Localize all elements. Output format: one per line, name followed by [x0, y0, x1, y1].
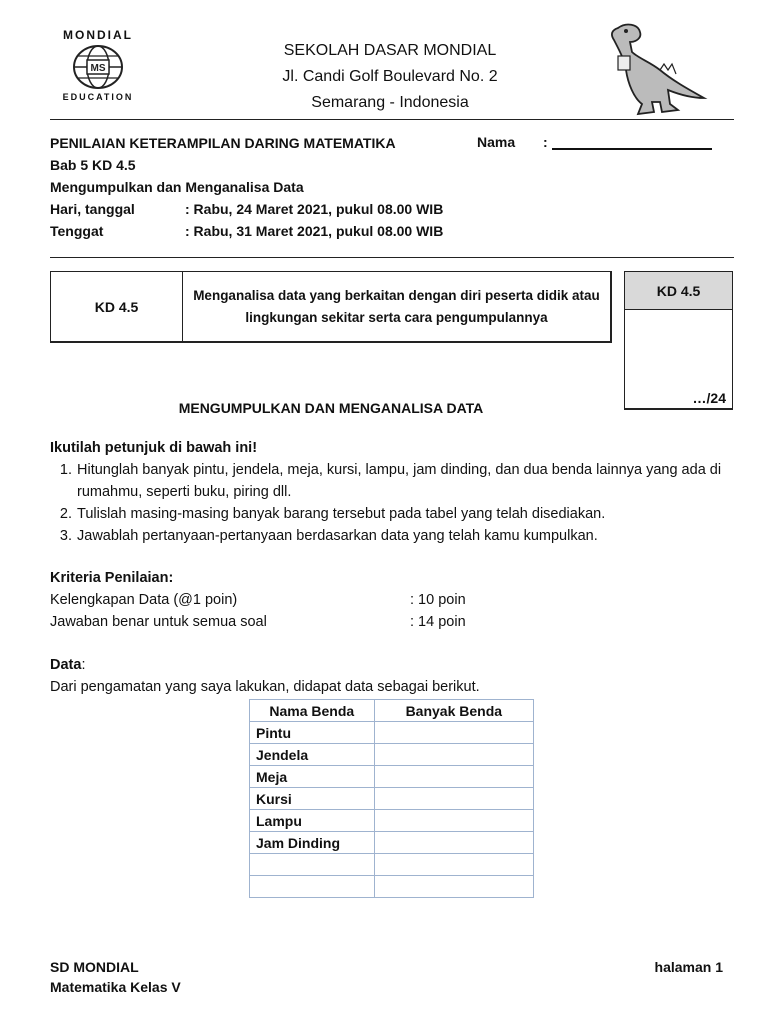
criteria-value: : 14 poin — [410, 614, 466, 630]
item-count-cell[interactable] — [374, 744, 533, 766]
data-section — [50, 654, 740, 698]
school-logo — [50, 28, 146, 108]
data-heading-row — [50, 654, 740, 676]
table-row — [250, 722, 534, 744]
item-name: Jendela — [250, 744, 375, 766]
name-colon: : — [543, 134, 548, 150]
data-table — [249, 699, 534, 898]
footer-subject: Matematika Kelas V — [50, 979, 181, 995]
data-heading-colon: : — [81, 657, 86, 673]
score-value: …/24 — [692, 390, 726, 406]
kd-description: Menganalisa data yang berkaitan dengan diri peserta didik atau lingkungan sekitar serta cara pengumpulannya — [193, 287, 600, 325]
criteria-heading: Kriteria Penilaian: — [50, 570, 174, 586]
dinosaur-mascot-icon — [598, 18, 708, 118]
item-count-cell[interactable] — [374, 832, 533, 854]
date-value: : Rabu, 24 Maret 2021, pukul 08.00 WIB — [185, 201, 444, 217]
instructions — [50, 437, 740, 547]
assessment-title: PENILAIAN KETERAMPILAN DARING MATEMATIKA — [50, 135, 396, 151]
score-box — [624, 271, 733, 410]
table-header-row — [250, 700, 534, 722]
info-divider — [50, 257, 734, 258]
table-row — [250, 788, 534, 810]
instructions-heading: Ikutilah petunjuk di bawah ini! — [50, 440, 258, 456]
school-address: Jl. Candi Golf Boulevard No. 2 — [282, 68, 498, 85]
kd-code: KD 4.5 — [51, 272, 183, 341]
table-row — [250, 766, 534, 788]
kd-table — [50, 271, 612, 343]
footer-page: halaman 1 — [654, 959, 723, 975]
instruction-item: 1. Hitunglah banyak pintu, jendela, meja, kursi, lampu, jam dinding, dan dua benda lainnya yang ada di rumahmu, seperti buku, piring dll. — [76, 459, 740, 503]
table-row — [250, 744, 534, 766]
footer-left — [50, 957, 181, 997]
item-count-cell[interactable] — [374, 876, 533, 898]
item-name: Pintu — [250, 722, 375, 744]
section-title: MENGUMPULKAN DAN MENGANALISA DATA — [178, 400, 484, 416]
school-city: Semarang - Indonesia — [311, 94, 469, 111]
name-field — [477, 134, 712, 150]
criteria-label: Jawaban benar untuk semua soal — [50, 614, 267, 630]
school-name: SEKOLAH DASAR MONDIAL — [283, 42, 497, 59]
table-row — [250, 854, 534, 876]
logo-top-text: MONDIAL — [63, 28, 133, 42]
name-blank-line[interactable] — [552, 134, 712, 150]
data-intro: Dari pengamatan yang saya lakukan, didapat data sebagai berikut. — [50, 679, 480, 695]
topic-label: Mengumpulkan dan Menganalisa Data — [50, 179, 304, 195]
date-row — [50, 198, 443, 220]
deadline-row — [50, 220, 443, 242]
table-row — [250, 832, 534, 854]
item-name: Meja — [250, 766, 375, 788]
deadline-value: : Rabu, 31 Maret 2021, pukul 08.00 WIB — [185, 223, 444, 239]
assessment-info — [50, 132, 443, 242]
data-heading: Data — [50, 657, 82, 673]
table-row — [250, 810, 534, 832]
item-count-cell[interactable] — [374, 788, 533, 810]
item-name: Jam Dinding — [250, 832, 375, 854]
score-header: KD 4.5 — [625, 272, 732, 310]
column-header: Nama Benda — [250, 700, 375, 722]
chapter-label: Bab 5 KD 4.5 — [50, 157, 136, 173]
instructions-list — [50, 459, 740, 547]
footer-school: SD MONDIAL — [50, 959, 139, 975]
instruction-item: 2. Tulislah masing-masing banyak barang tersebut pada tabel yang telah disediakan. — [76, 503, 740, 525]
header-divider — [50, 119, 734, 120]
item-count-cell[interactable] — [374, 854, 533, 876]
table-row — [250, 876, 534, 898]
item-name[interactable] — [250, 876, 375, 898]
item-name: Lampu — [250, 810, 375, 832]
item-count-cell[interactable] — [374, 722, 533, 744]
criteria-row — [50, 611, 550, 633]
logo-bottom-text: EDUCATION — [62, 92, 134, 102]
instruction-item: 3. Jawablah pertanyaan-pertanyaan berdasarkan data yang telah kamu kumpulkan. — [76, 525, 740, 547]
school-header — [190, 38, 590, 116]
item-count-cell[interactable] — [374, 810, 533, 832]
criteria-label: Kelengkapan Data (@1 poin) — [50, 592, 238, 608]
logo-mark: MS — [90, 63, 106, 74]
date-label: Hari, tanggal — [50, 201, 135, 217]
criteria — [50, 567, 550, 633]
item-name: Kursi — [250, 788, 375, 810]
column-header: Banyak Benda — [374, 700, 533, 722]
name-label: Nama — [477, 134, 516, 150]
deadline-label: Tenggat — [50, 223, 104, 239]
criteria-row — [50, 589, 550, 611]
criteria-value: : 10 poin — [410, 592, 466, 608]
item-name[interactable] — [250, 854, 375, 876]
item-count-cell[interactable] — [374, 766, 533, 788]
globe-icon — [71, 44, 125, 90]
